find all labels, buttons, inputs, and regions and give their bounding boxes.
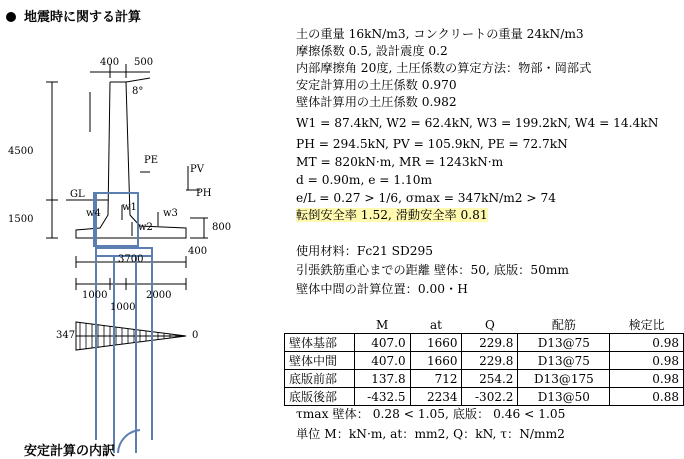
w3-label: w3 bbox=[163, 208, 178, 219]
dim-label-top-right: 500 bbox=[134, 57, 154, 68]
section-heading-text: 地震時に関する計算 bbox=[24, 10, 142, 25]
table-cell: -302.2 bbox=[462, 388, 518, 406]
text-line-units: 単位 M：kN·m, at：mm2, Q：kN, τ：N/mm2 bbox=[296, 427, 565, 441]
text-line-eccentricity: d = 0.90m, e = 1.10m bbox=[296, 173, 433, 187]
table-cell: 2234 bbox=[410, 388, 462, 406]
table-cell: 712 bbox=[410, 370, 462, 388]
table-header-ratio: 検定比 bbox=[628, 318, 665, 332]
text-line-safety-factors bbox=[296, 207, 488, 223]
angle-label: 8° bbox=[132, 86, 144, 97]
base-width-label: 3700 bbox=[118, 254, 144, 265]
text-line-friction: 摩擦係数 0.5, 設計震度 0.2 bbox=[296, 44, 448, 58]
table-cell: 407.0 bbox=[354, 334, 410, 352]
dim-label-base-left: 1000 bbox=[82, 290, 108, 301]
highlighted-safety-factors: 転倒安全率 1.52, 滑動安全率 0.81 bbox=[296, 208, 488, 222]
dim-label-800: 800 bbox=[212, 222, 232, 233]
table-header-q: Q bbox=[485, 317, 495, 332]
text-line-internal-friction: 内部摩擦角 20度, 土圧係数の算定方法：物部・岡部式 bbox=[296, 61, 592, 75]
table-cell: 壁体基部 bbox=[285, 334, 355, 352]
table-cell: 137.8 bbox=[354, 370, 410, 388]
text-line-moments: MT = 820kN·m, MR = 1243kN·m bbox=[296, 155, 504, 169]
table-cell: -432.5 bbox=[354, 388, 410, 406]
table-cell: 0.98 bbox=[610, 334, 684, 352]
table-cell: 壁体中間 bbox=[285, 352, 355, 370]
text-line-materials: 使用材料：Fc21 SD295 bbox=[296, 244, 433, 258]
height-label-lower: 1500 bbox=[8, 214, 34, 225]
table-header-m: M bbox=[375, 317, 389, 332]
table-cell: 0.98 bbox=[610, 370, 684, 388]
pe-label: PE bbox=[144, 155, 159, 166]
ph-label: PH bbox=[196, 188, 212, 199]
table-cell: D13@75 bbox=[518, 334, 610, 352]
text-line-weights: W1 = 87.4kN, W2 = 62.4kN, W3 = 199.2kN, W4 = 14.4kN bbox=[296, 116, 659, 130]
table-cell: D13@175 bbox=[518, 370, 610, 388]
dim-label-stem: 400 bbox=[100, 57, 120, 68]
table-row bbox=[285, 352, 684, 370]
pv-label: PV bbox=[190, 164, 204, 175]
pressure-label-right: 0 bbox=[192, 330, 199, 341]
table-cell: 底版後部 bbox=[285, 388, 355, 406]
table-cell: D13@50 bbox=[518, 388, 610, 406]
dim-label-base-right: 2000 bbox=[146, 290, 172, 301]
dim-label-base-mid: 1000 bbox=[110, 302, 136, 313]
table-row bbox=[285, 370, 684, 388]
table-cell: 底版前部 bbox=[285, 370, 355, 388]
table-cell: 254.2 bbox=[462, 370, 518, 388]
text-line-unit-weight: 土の重量 16kN/m3, コンクリートの重量 24kN/m3 bbox=[296, 27, 584, 41]
w2-label: w2 bbox=[138, 222, 153, 233]
text-line-forces: PH = 294.5kN, PV = 105.9kN, PE = 72.7kN bbox=[296, 137, 568, 151]
ground-level-label: GL bbox=[70, 189, 85, 200]
table-cell: 0.98 bbox=[610, 352, 684, 370]
member-check-table bbox=[284, 316, 684, 406]
table-cell: 407.0 bbox=[354, 352, 410, 370]
text-line-sigma-max: e/L = 0.27 > 1/6, σmax = 347kN/m2 > 74 bbox=[296, 191, 557, 205]
table-row bbox=[285, 388, 684, 406]
w4-label: w4 bbox=[86, 208, 101, 219]
table-header-at: at bbox=[430, 317, 443, 332]
table-cell: 0.88 bbox=[610, 388, 684, 406]
w1-label: w1 bbox=[122, 202, 137, 213]
text-line-wall-coefficient: 壁体計算用の土圧係数 0.982 bbox=[296, 95, 457, 109]
table-cell: D13@75 bbox=[518, 352, 610, 370]
table-header-rebar: 配筋 bbox=[551, 318, 576, 332]
text-line-rebar-distance: 引張鉄筋重心までの距離 壁体：50, 底版：50mm bbox=[296, 263, 569, 277]
text-line-calc-position: 壁体中間の計算位置：0.00・H bbox=[296, 282, 468, 296]
table-cell: 229.8 bbox=[462, 352, 518, 370]
dim-label-400: 400 bbox=[188, 246, 208, 257]
table-header-row bbox=[285, 316, 684, 334]
stability-breakdown-heading: 安定計算の内訳 bbox=[24, 444, 116, 459]
pressure-label-left: 347 bbox=[56, 330, 76, 341]
table-cell: 1660 bbox=[410, 352, 462, 370]
text-line-tau-max: τmax 壁体： 0.28 < 1.05, 底版： 0.46 < 1.05 bbox=[296, 407, 566, 421]
table-cell: 1660 bbox=[410, 334, 462, 352]
table-row bbox=[285, 334, 684, 352]
backfill-line bbox=[126, 78, 150, 82]
height-label-upper: 4500 bbox=[8, 146, 34, 157]
text-line-stability-coefficient: 安定計算用の土圧係数 0.970 bbox=[296, 78, 457, 92]
table-cell: 229.8 bbox=[462, 334, 518, 352]
table-header-label bbox=[285, 316, 355, 334]
